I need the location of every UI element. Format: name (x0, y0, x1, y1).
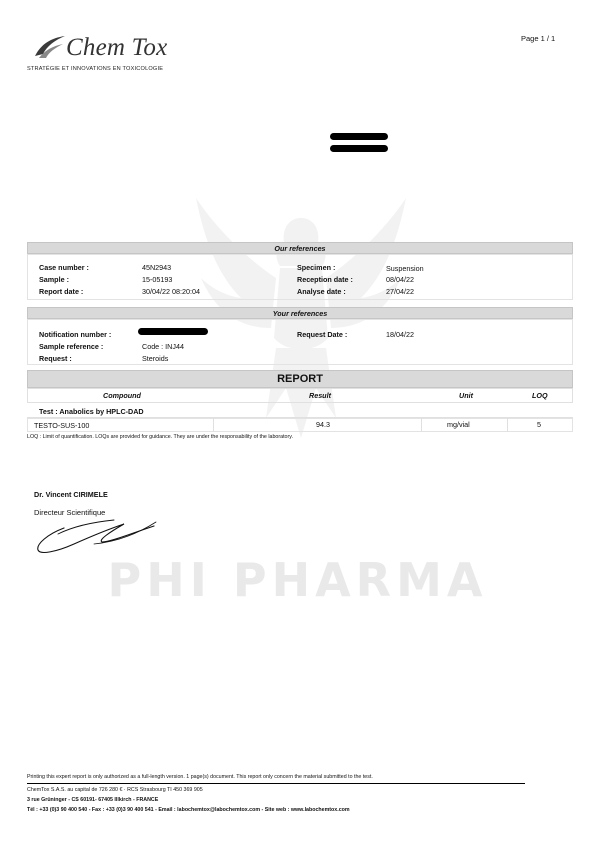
table-divider (507, 418, 508, 432)
report-title: REPORT (27, 370, 573, 388)
handwritten-signature-icon (34, 512, 158, 556)
column-header-compound: Compound (103, 391, 141, 400)
your-references-header: Your references (27, 307, 573, 319)
footer-disclaimer: Printing this expert report is only authorized as a full-length version. 1 page(s) document. This report only concern the material submitted to the test. (27, 774, 373, 780)
table-divider (213, 418, 214, 432)
result-value: 94.3 (316, 420, 330, 429)
column-header-unit: Unit (459, 391, 473, 400)
signatory-role: Directeur Scientifique (34, 508, 106, 517)
footer-company: ChemTox S.A.S. au capital de 726 280 € · RCS Strasbourg TI 450 369 905 (27, 787, 203, 793)
request-date-label: Request Date : (297, 330, 348, 339)
analyse-date-value: 27/04/22 (386, 287, 414, 296)
table-divider (421, 418, 422, 432)
redacted-notification-number (138, 328, 208, 335)
our-references-header: Our references (27, 242, 573, 254)
redacted-addressee-line-2 (330, 145, 388, 152)
column-header-loq: LOQ (532, 391, 548, 400)
brand-tagline: STRATÉGIE ET INNOVATIONS EN TOXICOLOGIE (27, 66, 164, 72)
request-date-value: 18/04/22 (386, 330, 414, 339)
sample-reference-value: Code : INJ44 (142, 342, 184, 351)
specimen-label: Specimen : (297, 263, 336, 272)
footer-contact: Tél : +33 (0)3 90 400 540 - Fax : +33 (0)3 90 400 541 - Email : labochemtox@labochemtox.com - Site web : www.labochemtox.com (27, 807, 350, 813)
page-number: Page 1 / 1 (521, 34, 556, 43)
request-label: Request : (39, 354, 72, 363)
case-number-label: Case number : (39, 263, 89, 272)
chemtox-swoosh-icon (33, 34, 67, 60)
footer-address: 3 rue Grüninger - CS 60191- 67405 Illkirch - FRANCE (27, 797, 159, 803)
report-date-value: 30/04/22 08:20:04 (142, 287, 200, 296)
analyse-date-label: Analyse date : (297, 287, 346, 296)
loq-note: LOQ : Limit of quantification. LOQs are provided for guidance. They are under the responsability of the laboratory. (27, 434, 293, 440)
notification-number-label: Notification number : (39, 330, 112, 339)
signatory-name: Dr. Vincent CIRIMELE (34, 490, 108, 499)
unit-value: mg/vial (447, 420, 470, 429)
specimen-value: Suspension (386, 264, 424, 273)
sample-value: 15-05193 (142, 275, 173, 284)
request-value: Steroids (142, 354, 169, 363)
footer-divider (27, 783, 525, 784)
brand-logo-text: Chem Tox (66, 34, 168, 61)
watermark-text: PHI PHARMA (107, 553, 488, 607)
report-date-label: Report date : (39, 287, 84, 296)
reception-date-label: Reception date : (297, 275, 353, 284)
test-group-label: Test : Anabolics by HPLC-DAD (39, 407, 144, 416)
your-references-box (27, 319, 573, 365)
table-row (27, 418, 573, 432)
loq-value: 5 (537, 420, 541, 429)
case-number-value: 45N2943 (142, 263, 172, 272)
reception-date-value: 08/04/22 (386, 275, 414, 284)
redacted-addressee-line-1 (330, 133, 388, 140)
sample-label: Sample : (39, 275, 69, 284)
compound-value: TESTO-SUS-100 (34, 421, 90, 430)
column-header-result: Result (309, 391, 331, 400)
sample-reference-label: Sample reference : (39, 342, 104, 351)
